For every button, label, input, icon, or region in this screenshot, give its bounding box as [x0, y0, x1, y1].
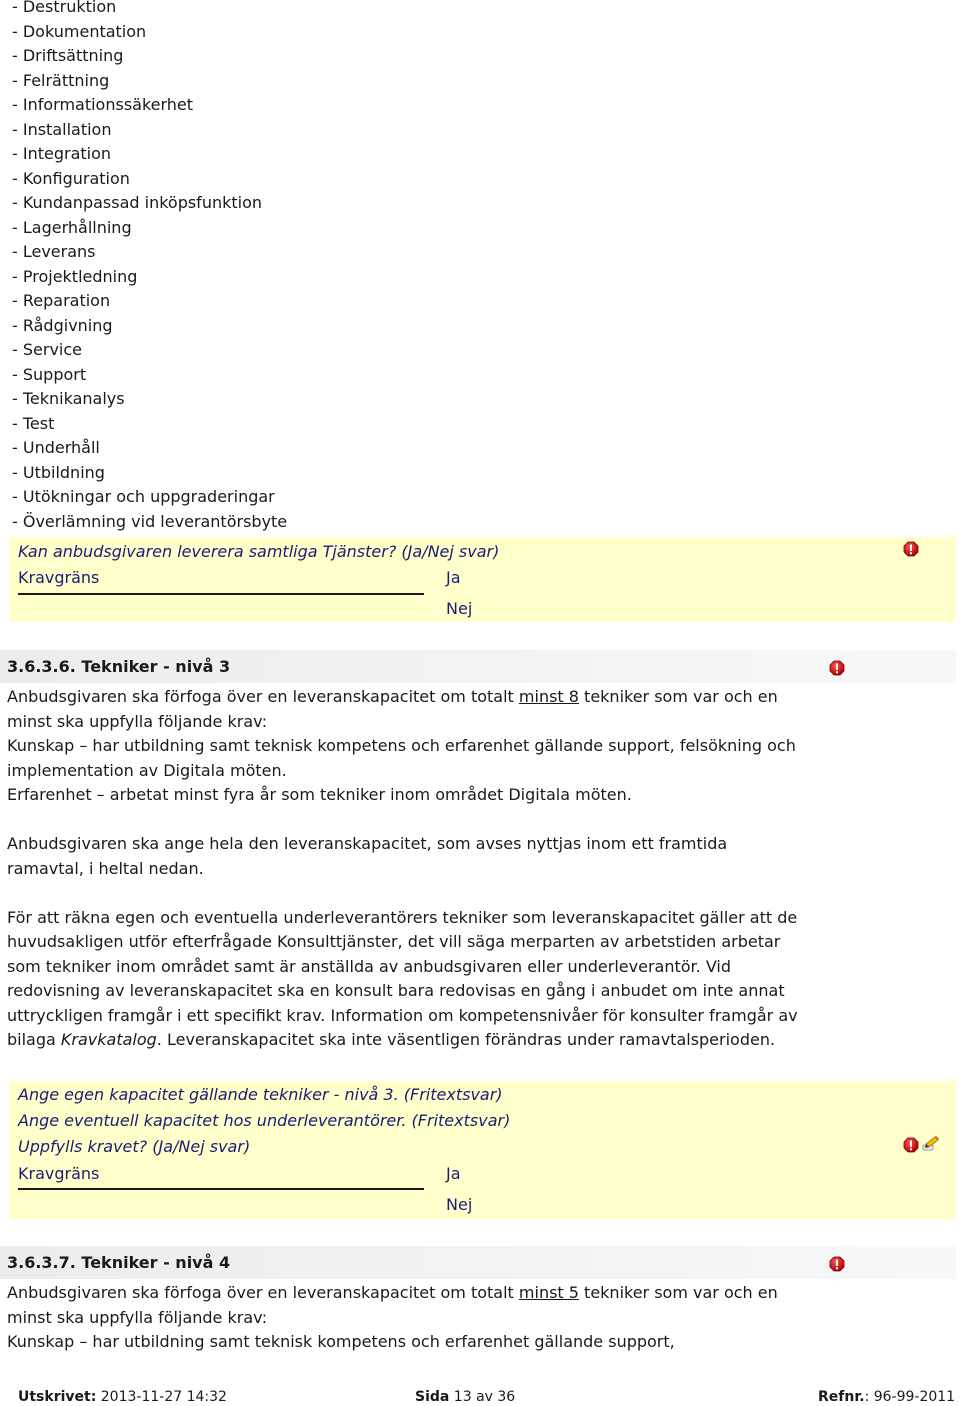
list-item: - Överlämning vid leverantörsbyte — [12, 511, 288, 531]
question-uppfylls-kravet: Uppfylls kravet? (Ja/Nej svar) — [18, 1137, 251, 1156]
list-item: - Informationssäkerhet — [12, 95, 194, 114]
list-item: - Destruktion — [12, 0, 117, 16]
list-item: - Projektledning — [12, 266, 138, 286]
paragraph-ange-kapacitet: Anbudsgivaren ska ange hela den leveranskapacitet, som avses nyttjas inom ett framtida ramavtal, i heltal nedan. — [7, 834, 728, 878]
list-item: - Reparation — [12, 291, 111, 310]
paragraph-rakna-tekniker: För att räkna egen och eventuella underleverantörers tekniker som leveranskapacitet gäller att de huvudsakligen utför efterfrågade Konsulttjänster, det vill säga merparten av arbetstiden arbetar som tekniker inom området samt är anställda av anbudsgivaren eller underleverantör. Vid redovisning av leveranskapacitet ska en konsult bara redovisas en gång i anbudet om inte annat uttryckligen framgår i ett specifikt krav. Information om kompetensnivåer för konsulter framgår av bilaga Kravkatalog. Leveranskapacitet ska inte väsentligen förändras under ramavtalsperioden. — [7, 907, 798, 1049]
list-item: - Kundanpassad inköpsfunktion — [12, 193, 263, 212]
list-item: - Teknikanalys — [12, 389, 125, 408]
list-item: - Underhåll — [12, 438, 100, 457]
list-item: - Konfiguration — [12, 168, 130, 188]
list-item: - Installation — [12, 119, 112, 139]
kravgrans-label: Kravgräns — [18, 568, 100, 587]
section-heading-3637: 3.6.3.7. Tekniker - nivå 4 — [7, 1253, 231, 1272]
paragraph-capacity: Anbudsgivaren ska förfoga över en leveranskapacitet om totalt minst 5 tekniker som var och en minst ska uppfylla följande krav: — [7, 1283, 778, 1327]
paragraph-kunskap: Kunskap – har utbildning samt teknisk kompetens och erfarenhet gällande support, felsökning och implementation av Digitala möten. — [7, 736, 796, 780]
list-item: - Utbildning — [12, 462, 105, 482]
spacer — [7, 808, 807, 833]
footer-printed: Utskrivet: 2013-11-27 14:32 — [18, 1389, 227, 1405]
list-item: - Lagerhållning — [12, 217, 132, 237]
footer-refnr: Refnr.: 96-99-2011 — [818, 1389, 956, 1405]
list-item: - Leverans — [12, 242, 96, 261]
spacer — [7, 881, 807, 906]
kravgrans-line — [18, 593, 424, 595]
warning-icon[interactable] — [829, 660, 845, 676]
kravgrans-line — [18, 1188, 424, 1190]
paragraph-erfarenhet: Erfarenhet – arbetat minst fyra år som tekniker inom området Digitala möten. — [7, 785, 632, 804]
list-item: - Support — [12, 364, 87, 384]
underlined-minimum: minst 5 — [518, 1283, 579, 1302]
warning-icon[interactable] — [829, 1256, 845, 1272]
section-heading-3636: 3.6.3.6. Tekniker - nivå 3 — [7, 657, 231, 676]
paragraph-capacity: Anbudsgivaren ska förfoga över en leveranskapacitet om totalt minst 8 tekniker som var och en minst ska uppfylla följande krav: — [7, 687, 778, 731]
warning-icon[interactable] — [903, 1137, 919, 1153]
list-item: - Driftsättning — [12, 46, 124, 65]
paragraph-kunskap: Kunskap – har utbildning samt teknisk kompetens och erfarenhet gällande support, — [7, 1332, 675, 1351]
option-no[interactable]: Nej — [446, 599, 473, 618]
question-underleverantor-kapacitet: Ange eventuell kapacitet hos underleverantörer. (Fritextsvar) — [18, 1111, 511, 1130]
kravgrans-label: Kravgräns — [18, 1164, 100, 1183]
question-egen-kapacitet: Ange egen kapacitet gällande tekniker - nivå 3. (Fritextsvar) — [18, 1085, 503, 1104]
option-no[interactable]: Nej — [446, 1195, 473, 1214]
list-item: - Integration — [12, 144, 112, 163]
section-3637-body — [7, 1281, 807, 1355]
option-yes[interactable]: Ja — [446, 568, 461, 587]
warning-icon[interactable] — [903, 541, 919, 557]
section-3636-body — [7, 685, 807, 1053]
list-item: - Test — [12, 413, 55, 433]
list-item: - Dokumentation — [12, 21, 147, 41]
kravkatalog-ref: Kravkatalog — [60, 1030, 157, 1049]
list-item: - Felrättning — [12, 70, 110, 90]
footer-page: Sida 13 av 36 — [415, 1389, 516, 1405]
edit-pencil-icon[interactable] — [922, 1136, 940, 1152]
list-item: - Service — [12, 340, 82, 359]
question-all-services: Kan anbudsgivaren leverera samtliga Tjänster? (Ja/Nej svar) — [18, 542, 500, 561]
list-item: - Utökningar och uppgraderingar — [12, 487, 275, 506]
option-yes[interactable]: Ja — [446, 1164, 461, 1183]
underlined-minimum: minst 8 — [518, 687, 579, 706]
list-item: - Rådgivning — [12, 315, 113, 335]
